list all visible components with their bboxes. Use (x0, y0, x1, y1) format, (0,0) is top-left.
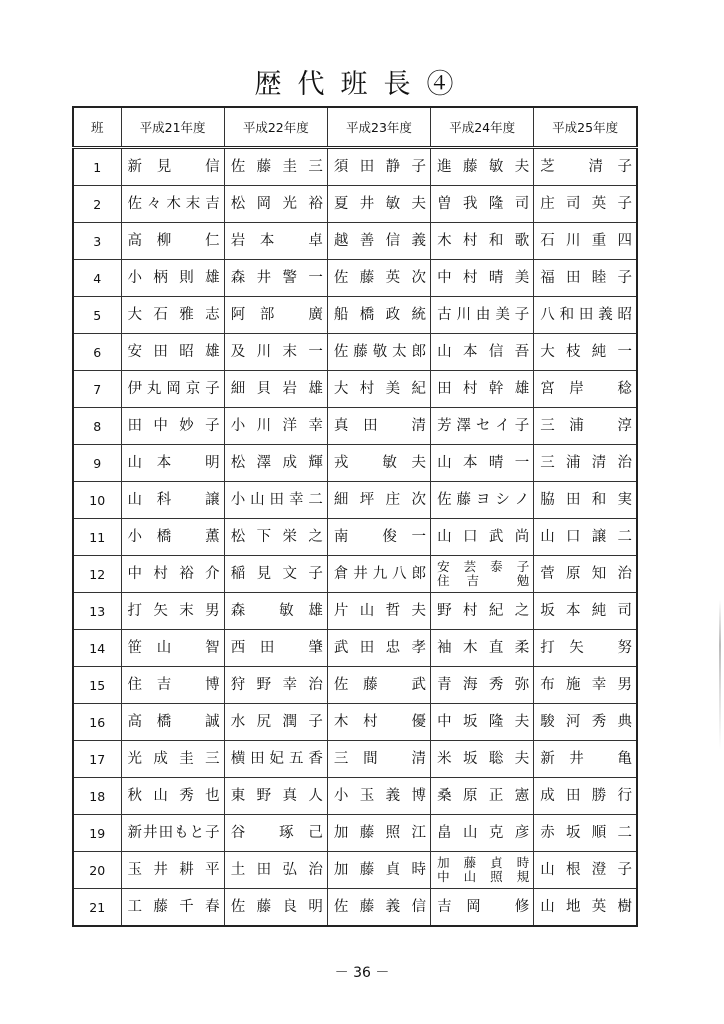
leader-cell (224, 260, 327, 297)
leader-cell (534, 815, 637, 852)
table-row (73, 667, 637, 704)
leader-cell (431, 408, 534, 445)
leader-name: 小 玉 義 博 (333, 788, 427, 804)
leader-cell (224, 630, 327, 667)
table-row (73, 815, 637, 852)
table-row (73, 741, 637, 778)
leader-name: 東 野 真 人 (230, 788, 323, 804)
table-row (73, 704, 637, 741)
leader-cell (431, 593, 534, 630)
leader-name: 安 芸 泰 子 (437, 559, 530, 574)
leader-cell (327, 741, 430, 778)
leader-name: 佐 藤 良 明 (230, 899, 323, 915)
leader-name: 佐 々 木 末 吉 (127, 196, 220, 212)
leader-name: 戎 敏 夫 (333, 455, 427, 471)
table-row (73, 186, 637, 223)
leader-name: 新 井 田 も と 子 (127, 825, 220, 841)
leader-cell (534, 371, 637, 408)
leader-name: 中 村 裕 介 (127, 566, 220, 582)
leader-cell (224, 223, 327, 260)
leader-name: 八 和 田 義 昭 (540, 307, 632, 323)
group-number: 2 (73, 186, 121, 223)
leader-name: 細 貝 岩 雄 (230, 381, 323, 397)
leader-name: 大 村 美 紀 (333, 381, 427, 397)
leader-cell (224, 297, 327, 334)
leader-cell (224, 667, 327, 704)
group-number: 14 (73, 630, 121, 667)
leader-cell (224, 519, 327, 556)
page-title: 歴代班長④ (254, 69, 470, 100)
table-row (73, 556, 637, 593)
group-number: 17 (73, 741, 121, 778)
leader-cell (534, 593, 637, 630)
leader-name: 加 藤 貞 時 (333, 862, 427, 878)
leader-name: 松 岡 光 裕 (230, 196, 323, 212)
leader-cell (534, 223, 637, 260)
leader-cell (431, 334, 534, 371)
leader-cell (224, 371, 327, 408)
leader-name: 高 橋 誠 (127, 714, 220, 730)
leader-cell (121, 815, 224, 852)
leader-cell (431, 260, 534, 297)
table-row (73, 408, 637, 445)
leader-name: 中 坂 隆 夫 (437, 714, 530, 730)
table-row (73, 593, 637, 630)
leader-name: 三 間 清 (333, 751, 427, 767)
leader-name: 土 田 弘 治 (230, 862, 323, 878)
leader-cell (121, 297, 224, 334)
leader-cell (327, 334, 430, 371)
group-number: 21 (73, 889, 121, 927)
leader-name: 三 浦 淳 (540, 418, 632, 434)
table-header-row (73, 107, 637, 148)
leader-name: 佐 藤 ヨ シ ノ (437, 492, 530, 508)
leader-cell (327, 482, 430, 519)
leader-name: 水 尻 潤 子 (230, 714, 323, 730)
leader-cell (224, 704, 327, 741)
leader-name: 武 田 忠 孝 (333, 640, 427, 656)
leader-cell (534, 297, 637, 334)
leader-name: 芝 清 子 (540, 159, 632, 175)
leader-name: 大 枝 純 一 (540, 344, 632, 360)
leader-name: 進 藤 敏 夫 (437, 159, 530, 175)
leader-cell (534, 556, 637, 593)
leader-cell (121, 482, 224, 519)
leader-cell (534, 889, 637, 927)
leader-name: 木 村 優 (333, 714, 427, 730)
leader-cell (224, 556, 327, 593)
leader-cell (431, 519, 534, 556)
leader-name: 三 浦 清 治 (540, 455, 632, 471)
leader-name: 高 柳 仁 (127, 233, 220, 249)
leader-cell (431, 630, 534, 667)
leader-name: 佐 藤 英 次 (333, 270, 427, 286)
leader-cell (534, 852, 637, 889)
column-header: 平成24年度 (431, 107, 534, 148)
group-number: 9 (73, 445, 121, 482)
group-number: 1 (73, 148, 121, 186)
leader-name: 松 下 栄 之 (230, 529, 323, 545)
leader-name: 工 藤 千 春 (127, 899, 220, 915)
leader-name: 真 田 清 (333, 418, 427, 434)
leader-name: 山 地 英 樹 (540, 899, 632, 915)
leader-cell (431, 815, 534, 852)
table-row (73, 260, 637, 297)
leader-cell (121, 334, 224, 371)
leader-cell (121, 223, 224, 260)
leader-cell (121, 630, 224, 667)
leader-cell (534, 482, 637, 519)
leader-cell (121, 556, 224, 593)
leader-cell (224, 889, 327, 927)
table-row (73, 148, 637, 186)
leader-name: 岩 本 卓 (230, 233, 323, 249)
leader-name: 狩 野 幸 治 (230, 677, 323, 693)
leader-cell (327, 630, 430, 667)
table-row (73, 297, 637, 334)
leader-cell (431, 741, 534, 778)
leader-cell (534, 778, 637, 815)
leader-name: 赤 坂 順 二 (540, 825, 632, 841)
leader-name: 横 田 妃 五 香 (230, 751, 323, 767)
leader-cell (224, 148, 327, 186)
leader-cell (327, 371, 430, 408)
leader-cell (534, 704, 637, 741)
leader-name: 秋 山 秀 也 (127, 788, 220, 804)
leader-name: 袖 木 直 柔 (437, 640, 530, 656)
table-row (73, 223, 637, 260)
leader-cell (431, 556, 534, 593)
leader-name: 山 科 譲 (127, 492, 220, 508)
leader-name: 石 川 重 四 (540, 233, 632, 249)
leader-name: 新 井 亀 (540, 751, 632, 767)
leader-cell (121, 593, 224, 630)
leader-cell (224, 852, 327, 889)
leader-name: 森 敏 雄 (230, 603, 323, 619)
leader-cell (534, 667, 637, 704)
group-number: 3 (73, 223, 121, 260)
leader-name: 加 藤 照 江 (333, 825, 427, 841)
leader-cell (121, 852, 224, 889)
leader-name: 小 柄 則 雄 (127, 270, 220, 286)
leader-cell (534, 260, 637, 297)
leader-name: 野 村 紀 之 (437, 603, 530, 619)
leader-name: 越 善 信 義 (333, 233, 427, 249)
leader-name: 船 橋 政 統 (333, 307, 427, 323)
leader-cell (431, 778, 534, 815)
table-row (73, 482, 637, 519)
group-number: 6 (73, 334, 121, 371)
leader-cell (431, 482, 534, 519)
leader-name: 加 藤 貞 時 (437, 855, 530, 870)
leader-cell (431, 186, 534, 223)
table-row (73, 371, 637, 408)
leader-name: 光 成 圭 三 (127, 751, 220, 767)
page-number: － 36 － (334, 965, 390, 981)
table-row (73, 889, 637, 927)
group-number: 4 (73, 260, 121, 297)
leader-name: 芳 澤 セ イ 子 (437, 418, 530, 434)
leader-name: 住 吉 勉 (437, 573, 530, 588)
leader-cell (431, 852, 534, 889)
leader-cell (327, 889, 430, 927)
leader-cell (121, 667, 224, 704)
leader-name: 松 澤 成 輝 (230, 455, 323, 471)
leader-name: 大 石 雅 志 (127, 307, 220, 323)
leader-cell (327, 297, 430, 334)
scan-edge-mark (719, 600, 721, 750)
group-number: 13 (73, 593, 121, 630)
leader-name: 倉 井 九 八 郎 (333, 566, 427, 582)
leader-name: 佐 藤 義 信 (333, 899, 427, 915)
column-header: 平成25年度 (534, 107, 637, 148)
leader-cell (121, 741, 224, 778)
column-header: 班 (73, 107, 121, 148)
group-number: 8 (73, 408, 121, 445)
table-row (73, 334, 637, 371)
leader-cell (327, 556, 430, 593)
leader-cell (534, 630, 637, 667)
leader-cell (224, 334, 327, 371)
leader-name: 成 田 勝 行 (540, 788, 632, 804)
leader-cell (224, 815, 327, 852)
leader-cell (327, 445, 430, 482)
leader-cell (224, 593, 327, 630)
leader-cell (224, 741, 327, 778)
leader-name: 曽 我 隆 司 (437, 196, 530, 212)
leader-name: 小 橋 薫 (127, 529, 220, 545)
table-row (73, 778, 637, 815)
leader-cell (327, 704, 430, 741)
column-header: 平成22年度 (224, 107, 327, 148)
leader-name: 南 俊 一 (333, 529, 427, 545)
leader-name: 古 川 由 美 子 (437, 307, 530, 323)
group-number: 5 (73, 297, 121, 334)
leader-cell (224, 778, 327, 815)
leader-name: 田 村 幹 雄 (437, 381, 530, 397)
leader-cell (121, 889, 224, 927)
leader-cell (224, 408, 327, 445)
leader-name: 安 田 昭 雄 (127, 344, 220, 360)
leader-name: 菅 原 知 治 (540, 566, 632, 582)
leader-cell (327, 408, 430, 445)
leader-name: 須 田 静 子 (333, 159, 427, 175)
leader-name: 木 村 和 歌 (437, 233, 530, 249)
leader-cell (327, 148, 430, 186)
leader-cell (224, 445, 327, 482)
leader-name: 佐 藤 圭 三 (230, 159, 323, 175)
leaders-table (72, 106, 638, 927)
group-number: 11 (73, 519, 121, 556)
leader-cell (224, 482, 327, 519)
leader-cell (121, 148, 224, 186)
leader-name: 打 矢 末 男 (127, 603, 220, 619)
leader-cell (224, 186, 327, 223)
leader-name: 福 田 睦 子 (540, 270, 632, 286)
leader-name: 青 海 秀 弥 (437, 677, 530, 693)
group-number: 7 (73, 371, 121, 408)
leader-cell (121, 704, 224, 741)
group-number: 16 (73, 704, 121, 741)
leader-name: 山 本 明 (127, 455, 220, 471)
leader-name: 山 根 澄 子 (540, 862, 632, 878)
leader-name: 阿 部 廣 (230, 307, 323, 323)
leader-name: 西 田 肇 (230, 640, 323, 656)
leader-name: 駿 河 秀 典 (540, 714, 632, 730)
leader-name: 新 見 信 (127, 159, 220, 175)
leader-cell (431, 223, 534, 260)
leader-name: 山 本 晴 一 (437, 455, 530, 471)
leader-name: 及 川 末 一 (230, 344, 323, 360)
leader-cell (431, 148, 534, 186)
leader-name: 中 山 照 規 (437, 869, 530, 884)
leader-name: 中 村 晴 美 (437, 270, 530, 286)
leader-cell (121, 260, 224, 297)
column-header: 平成21年度 (121, 107, 224, 148)
leader-name: 住 吉 博 (127, 677, 220, 693)
leader-cell (121, 778, 224, 815)
table-row (73, 852, 637, 889)
leader-cell (534, 408, 637, 445)
table-row (73, 630, 637, 667)
leader-cell (327, 593, 430, 630)
leader-name: 笹 山 智 (127, 640, 220, 656)
leader-name: 桑 原 正 憲 (437, 788, 530, 804)
leader-name: 山 本 信 吾 (437, 344, 530, 360)
leader-name: 玉 井 耕 平 (127, 862, 220, 878)
leader-name: 夏 井 敏 夫 (333, 196, 427, 212)
leader-cell (121, 371, 224, 408)
leader-name: 森 井 警 一 (230, 270, 323, 286)
group-number: 12 (73, 556, 121, 593)
leader-name: 片 山 哲 夫 (333, 603, 427, 619)
table-row (73, 445, 637, 482)
leader-name: 坂 本 純 司 (540, 603, 632, 619)
leader-cell (431, 371, 534, 408)
group-number: 20 (73, 852, 121, 889)
group-number: 19 (73, 815, 121, 852)
leader-cell (327, 667, 430, 704)
leader-cell (327, 778, 430, 815)
group-number: 18 (73, 778, 121, 815)
leader-cell (327, 519, 430, 556)
group-number: 15 (73, 667, 121, 704)
leader-cell (121, 408, 224, 445)
leader-cell (431, 889, 534, 927)
leader-name: 山 口 譲 二 (540, 529, 632, 545)
leader-cell (534, 334, 637, 371)
leader-cell (121, 519, 224, 556)
leader-cell (534, 148, 637, 186)
leader-cell (327, 815, 430, 852)
leader-cell (431, 297, 534, 334)
leader-cell (431, 704, 534, 741)
leader-cell (431, 445, 534, 482)
leader-name: 佐 藤 敬 太 郎 (333, 344, 427, 360)
leader-name: 佐 藤 武 (333, 677, 427, 693)
table-row (73, 519, 637, 556)
leader-cell (327, 186, 430, 223)
leader-name: 米 坂 聡 夫 (437, 751, 530, 767)
leader-cell (327, 852, 430, 889)
leader-cell (534, 519, 637, 556)
leader-name: 稲 見 文 子 (230, 566, 323, 582)
leader-cell (121, 445, 224, 482)
leader-name: 伊 丸 岡 京 子 (127, 381, 220, 397)
leader-cell (534, 186, 637, 223)
leader-name: 吉 岡 修 (437, 899, 530, 915)
leader-name: 小 川 洋 幸 (230, 418, 323, 434)
leader-name: 山 口 武 尚 (437, 529, 530, 545)
leader-cell (121, 186, 224, 223)
group-number: 10 (73, 482, 121, 519)
leader-name: 田 中 妙 子 (127, 418, 220, 434)
leader-name: 布 施 幸 男 (540, 677, 632, 693)
leader-name: 谷 琢 己 (230, 825, 323, 841)
leader-name: 宮 岸 稔 (540, 381, 632, 397)
leader-name: 打 矢 努 (540, 640, 632, 656)
leader-cell (534, 741, 637, 778)
leader-cell (534, 445, 637, 482)
leader-name: 細 坪 庄 次 (333, 492, 427, 508)
leader-cell (431, 667, 534, 704)
leader-name: 小 山 田 幸 二 (230, 492, 323, 508)
column-header: 平成23年度 (327, 107, 430, 148)
leader-cell (327, 223, 430, 260)
leader-name: 脇 田 和 実 (540, 492, 632, 508)
leader-name: 庄 司 英 子 (540, 196, 632, 212)
leader-name: 畠 山 克 彦 (437, 825, 530, 841)
leader-cell (327, 260, 430, 297)
